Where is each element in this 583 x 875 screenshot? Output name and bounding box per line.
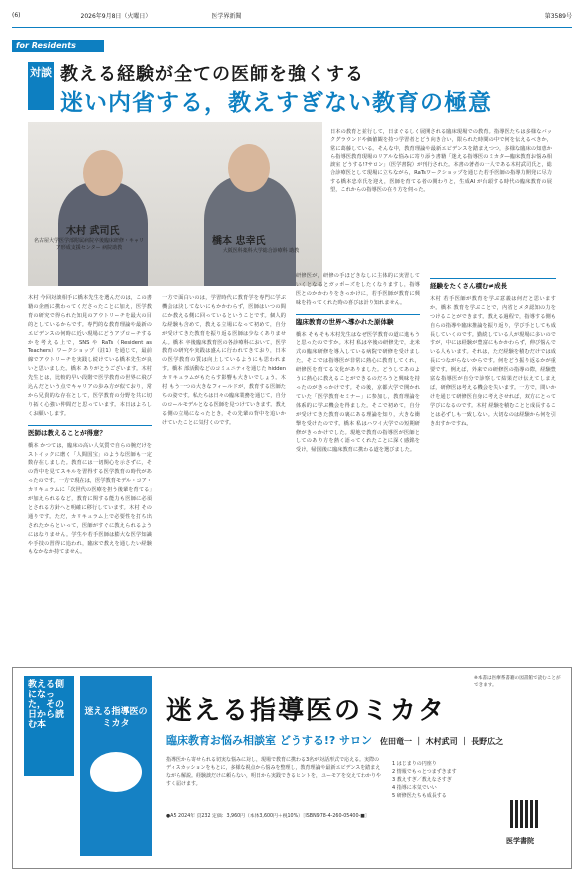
ad-description: 指導医から寄せられる切実な悩みに対し，現場で教育に携わる3名が対話形式で応える。実際のディスカッションをもとに，多様な視点から悩みを整理し，教育理論や最新エビデンスを踏まえながら解説。経験談だけに頼らない，明日から実践できるヒントを，ユーモアを交えてわかりやすく届けます。 [166,757,382,787]
issue-date: 2026年9月8日（火曜日） [80,12,152,20]
column-1-text: 木村 今回対談相手に橋本先生を選んだのは，この書籍の企画に携わってくださったことに加え，医学教育の研究で得られた知見のアウトリーチを最大の目的としているからです。専門的な教育理論や最新のエビデンスの何時に近い現場にどうアプローチするかを考える上で，SNS や RaTs（Resident as Teachers）ワークショップ（註1）を通じて，最前線でアウトリーチを実践し続けている橋本先生が良いと思いました。橋本 ありがとうございます。木村先生とは，比較的早い段階で医学教育の世界に飛び込んだという点でキャリアの歩み方が似ており，常から兄貴的な存在として，医学教育の分野を共に切り拓く心強い仲間だと思っています。本日はよろしくお願いします。 [28,295,152,417]
column-3 [296,272,420,455]
toc-item: 2 情報でもっとつまずきます [392,769,457,775]
column-3-text: 研修医が，研修の手ほどきなしに主体的に実習していくとなるとガッポーズをしたくなりますし，指導医とのかかわりをきっかけに，若手医師が教育に興味を持ってくれた時の喜びは計り知れません。 [296,273,420,306]
page-header [12,4,572,26]
ad-price: ●A5 2024年 頁232 定価：3,960円（本体3,600円＋税10%）［ISBN978-4-260-05400-■］ [166,814,370,819]
taidan-badge: 対談 [28,62,54,110]
person-head [83,150,123,196]
ad-title: 迷える指導医のミカタ [166,696,447,726]
caption-hashimoto: 大阪医科薬科大学総合診療科 助教 [222,248,300,254]
column-3-text-b: 橋本 そもそも木村先生はなぜ医学教育の道に進もうと思ったのですか。木村 私は卒後の研修先で，北米式の臨床研修を導入している病院で研修を受けました。そこでは指導医が非常に熱心に教育してくれ，研修医を育てる文化がありました。どうしてあのように熱心に教えることができるのだろうと興味を持ったのがきっかけです。その後，京都大学で開かれていた「医学教育セミナー」に参加し，教育理論を体系的に学ぶ機会を得ました。そこで初めて，自分が受けてきた教育の裏にある理論を知り，大きな衝撃を受けたのです。橋本 私はハワイ大学での短期研修がきっかけでした。現地で教育の指導医が医師としてのあり方を熱く語ってくれたことに深く感銘を受け，帰国後に臨床教育に携わる道を選びました。 [296,331,420,454]
caption-kimura: 名古屋大学医学部附属病院卒後臨床研修・キャリア形成支援センター 病院助教 [34,238,145,251]
section-label: for Residents [12,40,104,52]
subheading-experience: 経験をたくさん積む≠成長 [430,278,556,291]
column-1 [28,294,152,557]
toc-item: 3 教えすぎ／教えなさすぎ [392,777,452,783]
ad-side-text: 教える側になった，その日から読む本 [24,676,74,776]
page-number: (6) [12,11,21,19]
book-cover-illustration [90,752,142,792]
column-1-text-b: 橋本 かつては，臨床の高い人気質で自らの腕だけをストイックに磨く「人間国宝」のような医師も一定数存在しました。教育には一切関心を示さずに，その背中を見てスキルを習得する医学教育の時代があったのです。一方で現在は，医学教育モデル・コア・カリキュラムに「次世代の医療を担う後輩を育てる」が加えられるなど，教育に関する能力も医師に必須とされる方針へと明確に移行しています。木村 その通りです。ただ，カリキュラム上で必要性を打ち出されたからといって，医師がすぐに教えられるようにはなりません。学生や若手医師は膨大な医学知識や手技の習得に追われ，臨床で教えを通したい経験もなかなか持てません。 [28,442,152,556]
name-kimura: 木村 武司氏 [66,226,120,237]
person-head [228,144,270,192]
ad-table-of-contents [392,760,488,800]
column-2: 一方で面白いのは，学習時代に教育学を専門に学ぶ機会は決してないにもかかわらず，医師はいつの間にか教える側に回っているということです。個人的な経験も含めて，教える立場になって初めて，自分が受けてきた教育を振り返る医師は少なくありません。橋本 卒後臨床教育医の各診療科において，医学教育の研究や実践は盛んに行われてきており，日本の医学教育の質は向上しているようにも思われます。橋本 部活動などのコミュニティを通じた hidden カリキュラムがもたらす影響も大きいでしょう。木村 もう一つの大きなフィールドが，教育する医師たちの姿です。私たちは日々の臨床業務を通じて，自分のロールモデルとなる医師を見つけていきます。教える側の立場になったとき，その先輩の背中を追いかけていたことに気付くのです。 [162,295,286,426]
interview-photo [28,122,322,286]
qr-code-icon[interactable] [510,800,538,828]
column-4 [430,272,556,429]
header-rule [12,27,572,28]
paper-name: 医学界新聞 [211,12,242,20]
name-hashimoto: 橋本 忠幸氏 [212,236,266,247]
ad-subtitle: 臨床教育お悩み相談室 どうする!? サロン [166,734,373,747]
toc-item: 1 はじまりの円座り [392,761,437,767]
lead-paragraph: 日本の教育と並行して，日まぐるしく展開される臨床現場での教育。指導医たちは多様なバックグラウンドや価値観を持つ学習者とどう向き合い，限られた時間の中で何を伝えるべきか，常に葛藤している。そんな中，教育理論や最新エビデンスを踏まえつつ，多様な臨床の知恵から指導医教育現場のリアルな悩みに寄り添う書籍「迷える指導医のミカタ―臨床教育お悩み相談室 どうする!?サロン」（医学書院）が刊行された。本書の著者の一人である木村武司氏と，総合診療医として現場に立ちながら，RaTsワークショップを通じた若手医師の指導力開発に尽力する橋本忠幸氏を迎え，医師を育てる者の関わりと，生成AI が台頭する時代の臨床教育の展望，これからの指導医の在り方を伺った。 [330,129,552,194]
book-cover [80,676,152,856]
headline-secondary: 迷い内省する，教えすぎない教育の極意 [60,90,492,116]
book-cover-title: 迷える指導医のミカタ [84,707,148,729]
person-hashimoto [204,176,296,286]
subheading-origin: 臨床教育の世界へ導かれた原体験 [296,314,420,327]
ad-note: ※本書は医療系書籍の図書館で読むことができます。 [474,676,561,688]
subheading-teaching: 医師は教えることが得意？ [28,425,152,438]
column-4-text: 木村 若手医師が教育を学ぶ意義は何だと思いますか。橋本 教育を学ぶことで，内省とメタ認知の力をつけることができます。教える過程で，指導する側も自らの指導や臨床推論を振り返り，学び手としても成長していくのです。勤続している人が現場に多いのですが，中には経験が豊富にもかかわらず，伸び悩んでいる人もいます。それは，ただ経験を積むだけでは成長につながらないからです。何をどう振り返るかが重要です。例えば，外来での研修医の指導の際，経験豊富な指導医が自分で診察して結果だけ伝えてしまえば，研修医は考える機会を失います。一方で，問いかけを通じて研修医自身に考えさせれば，双方にとって学びになるのです。木村 経験を積むことと成長することは必ずしも一致しない。大切なのは経験から何を引き出すかですね。 [430,295,556,427]
ad-authors: 佐田竜一 ｜ 木村武司 ｜ 長野広之 [380,737,504,746]
toc-item: 5 研修医たちも成長する [392,793,447,799]
issue-number: 第3589号 [544,12,572,20]
toc-item: 4 指導に本気でいい [392,785,437,791]
headline-primary: 教える経験が全ての医師を強くする [60,64,364,85]
publisher-logo: 医学書院 [506,837,534,845]
